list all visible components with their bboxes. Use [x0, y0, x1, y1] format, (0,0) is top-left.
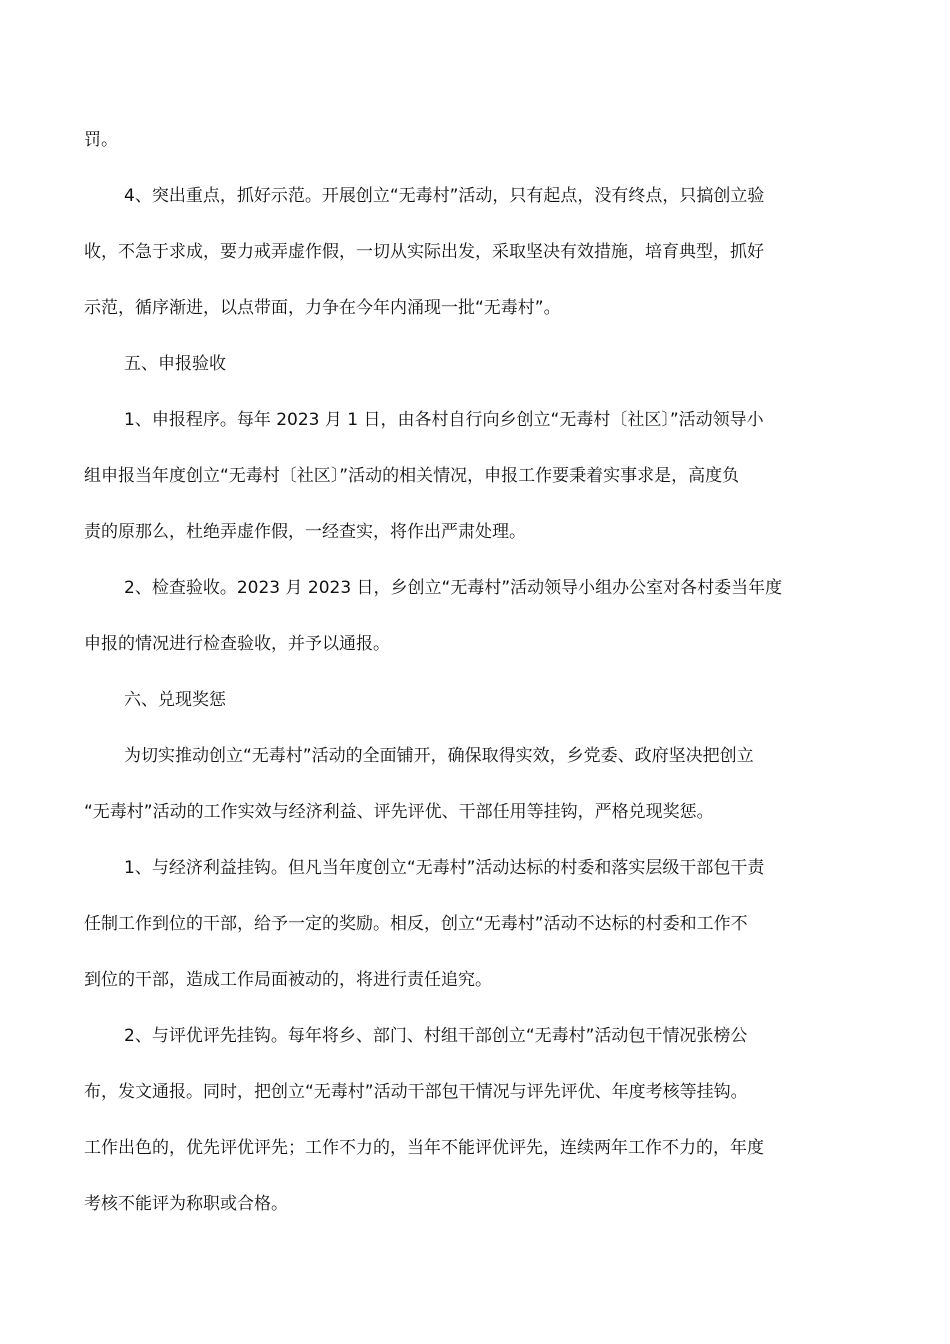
continuation-line: [84, 112, 868, 168]
inspection-paragraph: [84, 560, 868, 672]
heading-six: [84, 672, 868, 728]
para-econ-line2: 任制工作到位的干部，给予一定的奖励。相反，创立“无毒村”活动不达标的村委和工作不: [84, 914, 748, 934]
para-econ-line3: 到位的干部，造成工作局面被动的，将进行责任追究。: [84, 970, 492, 990]
section-heading-six: 六、兑现奖惩: [124, 690, 226, 710]
para-inspect-line1: 2、检查验收。2023 月 2023 日，乡创立“无毒村”活动领导小组办公室对各村委当年度: [124, 578, 783, 598]
economic-benefit-paragraph: [84, 840, 868, 1008]
line-penalty: 罚。: [84, 130, 118, 150]
para4-line1: 4、突出重点，抓好示范。开展创立“无毒村”活动，只有起点，没有终点，只搞创立验: [124, 186, 765, 206]
heading-five: [84, 336, 868, 392]
para4-line2: 收，不急于求成，要力戒弄虚作假，一切从实际出发，采取坚决有效措施，培育典型，抓好: [84, 242, 764, 262]
para-eval-line4: 考核不能评为称职或合格。: [84, 1194, 288, 1214]
para-apply-line2: 组申报当年度创立“无毒村〔社区〕”活动的相关情况，申报工作要秉着实事求是，高度负: [84, 466, 740, 486]
para4-line3: 示范，循序渐进，以点带面，力争在今年内涌现一批“无毒村”。: [84, 298, 561, 318]
para-econ-line1: 1、与经济利益挂钩。但凡当年度创立“无毒村”活动达标的村委和落实层级干部包干责: [124, 858, 765, 878]
para-eval-line1: 2、与评优评先挂钩。每年将乡、部门、村组干部创立“无毒村”活动包干情况张榜公: [124, 1026, 748, 1046]
para-intro-line2: “无毒村”活动的工作实效与经济利益、评先评优、干部任用等挂钩，严格兑现奖惩。: [84, 802, 714, 822]
para-eval-line3: 工作出色的，优先评优评先；工作不力的，当年不能评优评先，连续两年工作不力的，年度: [84, 1138, 764, 1158]
evaluation-paragraph: [84, 1008, 868, 1232]
section-heading-five: 五、申报验收: [124, 354, 226, 374]
para-inspect-line2: 申报的情况进行检查验收，并予以通报。: [84, 634, 390, 654]
intro-paragraph-six: [84, 728, 868, 840]
para-apply-line1: 1、申报程序。每年 2023 月 1 日，由各村自行向乡创立“无毒村〔社区〕”活动领导小: [124, 410, 764, 430]
para-intro-line1: 为切实推动创立“无毒村”活动的全面铺开，确保取得实效，乡党委、政府坚决把创立: [124, 746, 754, 766]
para-eval-line2: 布，发文通报。同时，把创立“无毒村”活动干部包干情况与评先评优、年度考核等挂钩。: [84, 1082, 748, 1102]
application-procedure-paragraph: [84, 392, 868, 560]
section-four-paragraph: [84, 168, 868, 336]
para-apply-line3: 责的原那么，杜绝弄虚作假，一经查实，将作出严肃处理。: [84, 522, 526, 542]
